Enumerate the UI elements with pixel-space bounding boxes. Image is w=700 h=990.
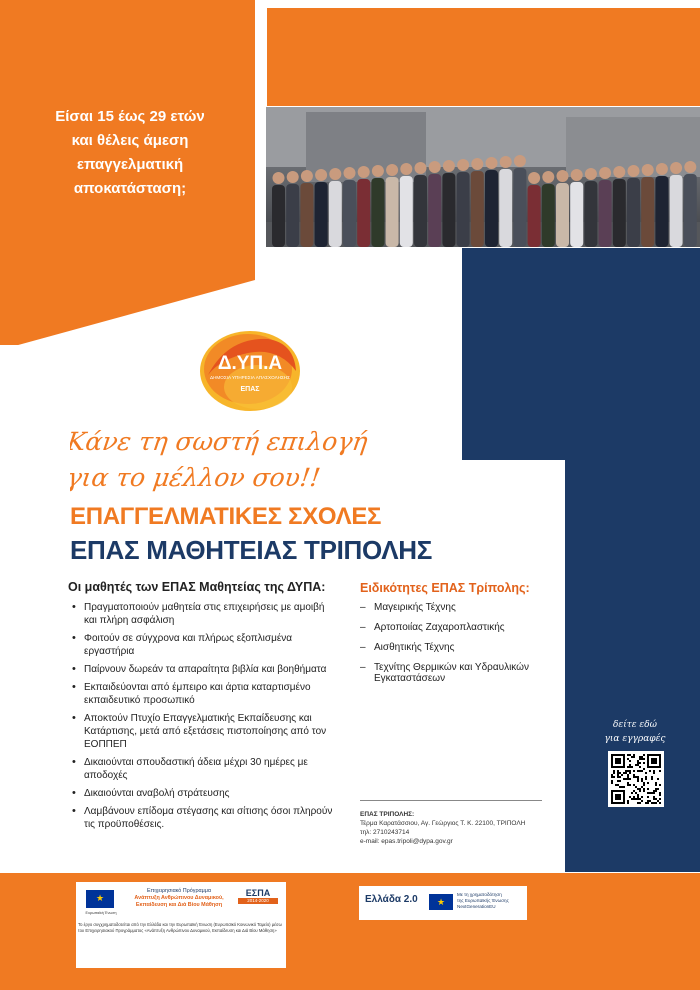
person-figure [386,177,399,247]
registration-line1: δείτε εδώ [612,720,658,730]
person-head [585,168,597,180]
person-head [443,160,455,172]
logo-name: Δ.ΥΠ.Α [217,353,283,374]
list-item: – Αισθητικής Τέχνης [360,642,555,653]
cofund-note: Το έργο συγχρηματοδοτείται από την Ελλάδα και την Ευρωπαϊκή Ένωση (Ευρωπαϊκό Κοινωνικό Ταμείο) μέσω του Επιχειρησιακού Προγράμματος «Ανάπτυξη Ανθρώπινου Δυναμικού, Εκπαίδευση και Διά Βίου Μάθηση» [78,922,282,933]
list-item: • Δικαιούνται αναβολή στράτευσης [70,787,340,800]
person-head [486,157,498,169]
hero-question-line: αποκατάσταση; [73,180,187,197]
eu-flag-icon [429,894,453,910]
person-head [386,164,398,176]
specialties-list [360,602,555,693]
eu-flag-icon [86,890,114,908]
logo-subtitle: ΔΗΜΟΣΙΑ ΥΠΗΡΕΣΙΑ ΑΠΑΣΧΟΛΗΣΗΣ [210,375,290,380]
contact-heading: ΕΠΑΣ ΤΡΙΠΟΛΗΣ: [360,811,415,818]
slogan [70,420,370,498]
next-generation-label: NextGenerationEU [457,904,496,909]
person-figure [457,172,470,247]
list-item: • Εκπαιδεύονται από έμπειρο και άρτια καταρτισμένο εκπαιδευτικό προσωπικό [70,681,340,707]
list-item: – Αρτοποιίας Ζαχαροπλαστικής [360,622,555,633]
person-figure [670,175,683,247]
program-line: Ανάπτυξη Ανθρώπινου Δυναμικού, [134,895,224,901]
person-head [457,159,469,171]
title-epas-tripoli: ΕΠΑΣ ΜΑΘΗΤΕΙΑΣ ΤΡΙΠΟΛΗΣ [70,535,433,565]
person-figure [315,182,328,247]
hero-question-line: Είσαι 15 έως 29 ετών [55,108,205,125]
navy-block [462,248,700,460]
person-figure [343,180,356,247]
person-head [656,163,668,175]
person-head [329,168,341,180]
person-head [301,170,313,182]
navy-side-strip [565,460,700,872]
person-figure [400,176,413,247]
contact-address: Τέρμα Καρατάσσιου, Αγ. Γεώργιος Τ. Κ. 22100, ΤΡΙΠΟΛΗ [360,820,526,827]
person-figure [442,173,455,247]
person-head [315,169,327,181]
person-figure [570,182,583,247]
registration-qr-code[interactable] [608,751,664,807]
person-figure [485,170,498,247]
person-head [670,162,682,174]
program-line: Εκπαίδευση και Διά Βίου Μάθηση [135,902,223,908]
group-photo-illustration [266,107,700,247]
person-figure [613,179,626,247]
registration-note [580,718,690,746]
list-item: • Λαμβάνουν επίδομα στέγασης και σίτισης όσοι πληρούν τις προϋποθέσεις. [70,805,340,831]
registration-line2: για εγγραφές [604,734,666,744]
eu-funded-line: της Ευρωπαϊκής Ένωσης [457,898,509,903]
person-figure [584,181,597,247]
person-figure [329,181,342,247]
slogan-line1: Κάνε τη σωστή επιλογή [70,427,370,456]
espa-label: ΕΣΠΑ [245,888,271,898]
group-photo [266,107,700,247]
person-head [571,169,583,181]
person-head [613,166,625,178]
person-figure [371,178,384,247]
person-figure [556,183,569,247]
specialties-heading: Ειδικότητες ΕΠΑΣ Τρίπολης: [360,581,530,595]
list-item: • Παίρνουν δωρεάν τα απαραίτητα βιβλία και βοηθήματα [70,663,340,676]
person-head [500,156,512,168]
qr-code-icon [611,754,661,804]
person-head [642,164,654,176]
recovery-panel [359,886,527,920]
person-figure [655,176,668,247]
person-figure [528,185,541,247]
person-head [400,163,412,175]
program-line: Επιχειρησιακό Πρόγραμμα [147,888,211,894]
person-figure [684,174,697,247]
person-head [599,167,611,179]
person-head [358,166,370,178]
eu-funded-line: Με τη χρηματοδότηση [457,892,502,897]
espa-logo [238,888,278,904]
person-figure [272,185,285,247]
espa-years: 2014-2020 [238,898,278,904]
person-head [471,158,483,170]
espa-panel [76,882,286,968]
person-head [528,172,540,184]
person-head [628,165,640,177]
contact-block [360,810,560,846]
hero-question [30,105,230,201]
benefits-list [70,601,340,836]
contact-phone: τηλ: 2710243714 [360,829,410,836]
person-head [542,171,554,183]
person-figure [428,174,441,247]
list-item: • Φοιτούν σε σύγχρονα και πλήρως εξοπλισμένα εργαστήρια [70,632,340,658]
hero-question-line: και θέλεις άμεση [71,132,189,149]
hero-question-line: επαγγελματική [76,156,184,173]
list-item: • Πραγματοποιούν μαθητεία στις επιχειρήσεις με αμοιβή και πλήρη ασφάλιση [70,601,340,627]
person-head [415,162,427,174]
benefits-heading: Οι μαθητές των ΕΠΑΣ Μαθητείας της ΔΥΠΑ: [68,580,326,594]
person-head [514,155,526,167]
greece20-logo: Ελλάδα 2.0 [365,894,418,905]
list-item: • Δικαιούνται σπουδαστική άδεια μέχρι 30 ημέρες με αποδοχές [70,756,340,782]
list-item: – Τεχνίτης Θερμικών και Υδραυλικών Εγκαταστάσεων [360,662,555,684]
orange-top-band [267,8,700,106]
person-figure [513,168,526,247]
eu-funded-note [457,892,525,910]
dypa-logo [198,327,302,413]
list-item: – Μαγειρικής Τέχνης [360,602,555,613]
person-figure [627,178,640,247]
logo-tag: ΕΠΑΣ [240,386,260,393]
slogan-line2: για το μέλλον σου!! [70,463,323,492]
person-figure [357,179,370,247]
person-figure [300,183,313,247]
contact-divider [360,800,542,801]
person-head [684,161,696,173]
person-head [429,161,441,173]
eu-fund-label: Ευρωπαϊκή Ένωση [85,911,117,915]
person-head [273,172,285,184]
title-vocational-schools: ΕΠΑΓΓΕΛΜΑΤΙΚΕΣ ΣΧΟΛΕΣ [70,503,382,530]
person-head [372,165,384,177]
person-head [287,171,299,183]
program-title [124,888,234,909]
person-head [344,167,356,179]
person-head [557,170,569,182]
person-figure [414,175,427,247]
person-figure [471,171,484,247]
person-figure [542,184,555,247]
person-figure [641,177,654,247]
person-figure [286,184,299,247]
contact-email[interactable]: e-mail: epas.tripoli@dypa.gov.gr [360,838,453,845]
person-figure [499,169,512,247]
person-figure [599,180,612,247]
list-item: • Αποκτούν Πτυχίο Επαγγελματικής Εκπαίδευσης και Κατάρτισης, μετά από εξετάσεις πιστοποίησης από τον ΕΟΠΠΕΠ [70,712,340,751]
